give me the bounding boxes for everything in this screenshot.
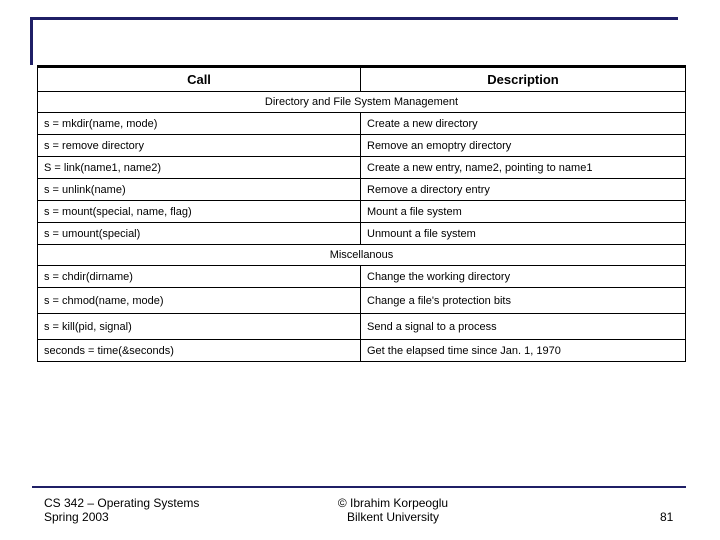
- left-frame-line: [30, 17, 33, 65]
- description-cell: Get the elapsed time since Jan. 1, 1970: [361, 340, 686, 362]
- footer-author: [300, 496, 486, 524]
- footer-course-term: Spring 2003: [44, 510, 109, 524]
- description-cell: Create a new directory: [361, 113, 686, 135]
- call-cell: s = chmod(name, mode): [38, 288, 361, 314]
- table-row: [38, 157, 686, 179]
- table-row: [38, 266, 686, 288]
- table-row: [38, 179, 686, 201]
- call-cell: seconds = time(&seconds): [38, 340, 361, 362]
- call-cell: s = mount(special, name, flag): [38, 201, 361, 223]
- description-cell: Send a signal to a process: [361, 314, 686, 340]
- header-description: Description: [361, 67, 686, 92]
- table-header-row: [38, 67, 686, 92]
- page-number: 81: [660, 510, 674, 524]
- section-row: [38, 92, 686, 113]
- footer-course: [44, 496, 199, 524]
- table-row: [38, 314, 686, 340]
- description-cell: Mount a file system: [361, 201, 686, 223]
- table-row: [38, 288, 686, 314]
- section-title-directory: Directory and File System Management: [38, 92, 686, 113]
- call-cell: s = remove directory: [38, 135, 361, 157]
- system-calls-table: [37, 65, 686, 362]
- section-row: [38, 245, 686, 266]
- table-row: [38, 223, 686, 245]
- table-row: [38, 201, 686, 223]
- description-cell: Unmount a file system: [361, 223, 686, 245]
- section-title-misc: Miscellanous: [38, 245, 686, 266]
- table-row: [38, 113, 686, 135]
- description-cell: Create a new entry, name2, pointing to name1: [361, 157, 686, 179]
- description-cell: Change the working directory: [361, 266, 686, 288]
- call-cell: s = unlink(name): [38, 179, 361, 201]
- bottom-frame-line: [32, 486, 686, 488]
- description-cell: Change a file's protection bits: [361, 288, 686, 314]
- description-cell: Remove an emoptry directory: [361, 135, 686, 157]
- call-cell: S = link(name1, name2): [38, 157, 361, 179]
- footer-course-title: CS 342 – Operating Systems: [44, 496, 200, 510]
- footer-author-name: © Ibrahim Korpeoglu: [337, 496, 449, 510]
- call-cell: s = kill(pid, signal): [38, 314, 361, 340]
- table-row: [38, 340, 686, 362]
- call-cell: s = mkdir(name, mode): [38, 113, 361, 135]
- table-row: [38, 135, 686, 157]
- header-call: Call: [38, 67, 361, 92]
- call-cell: s = umount(special): [38, 223, 361, 245]
- description-cell: Remove a directory entry: [361, 179, 686, 201]
- top-frame-line: [30, 17, 678, 20]
- call-cell: s = chdir(dirname): [38, 266, 361, 288]
- footer-author-affiliation: Bilkent University: [346, 510, 440, 524]
